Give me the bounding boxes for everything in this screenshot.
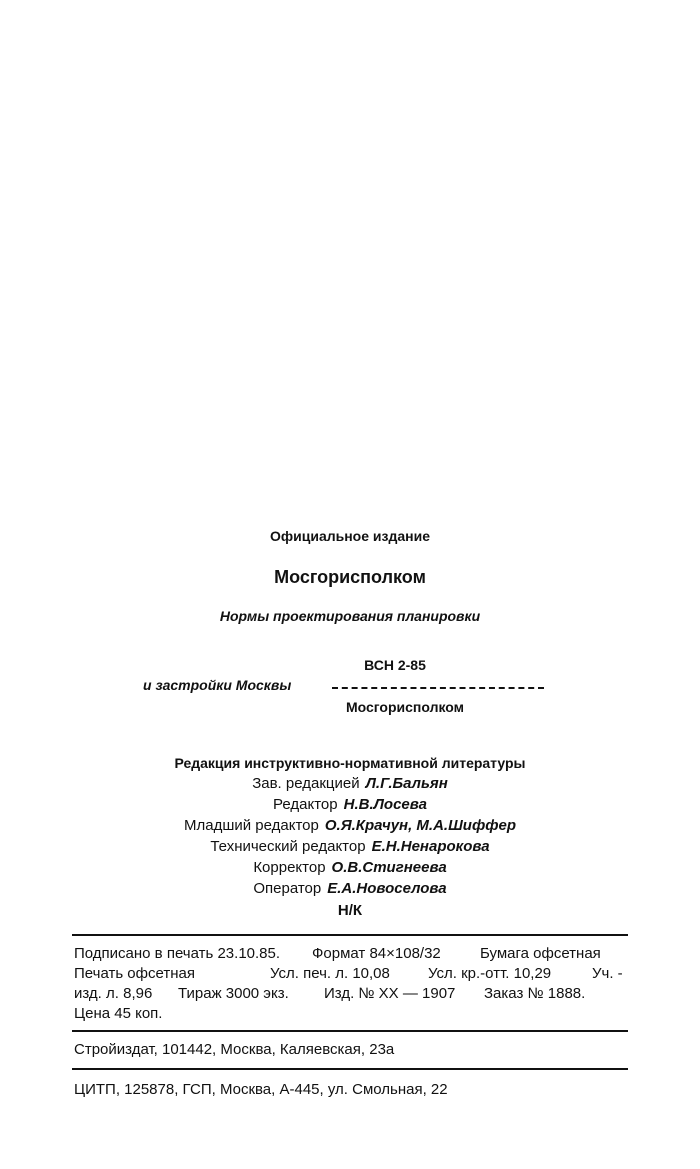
document-code: ВСН 2-85 <box>364 657 426 673</box>
edition-label: Официальное издание <box>269 528 430 544</box>
staff-role: Корректор <box>253 859 326 876</box>
imprint-print: Печать офсетная <box>74 965 195 982</box>
staff-row <box>0 880 700 897</box>
staff-name: О.В.Стигнеева <box>331 859 447 876</box>
rule-bottom <box>72 1068 628 1070</box>
imprint-price: Цена 45 коп. <box>74 1005 163 1022</box>
rule-top <box>72 934 628 936</box>
staff-name: Л.Г.Бальян <box>365 775 448 792</box>
staff-role: Младший редактор <box>183 817 319 834</box>
issuer-title: Мосгорисполком <box>274 567 426 587</box>
imprint-colour-sheets: Усл. кр.-отт. 10,29 <box>428 965 552 982</box>
staff-name: Е.А.Новоселова <box>327 880 447 897</box>
printer-address: ЦИТП, 125878, ГСП, Москва, А-445, ул. Смольная, 22 <box>74 1081 448 1098</box>
publisher-address: Стройиздат, 101442, Москва, Каляевская, 23а <box>74 1041 395 1058</box>
imprint-paper: Бумага офсетная <box>480 945 601 962</box>
staff-role: Оператор <box>253 880 322 897</box>
dashed-divider <box>332 687 544 689</box>
staff-role: Технический редактор <box>210 838 366 855</box>
rule-middle <box>72 1030 628 1032</box>
imprint-pub-sheets: изд. л. 8,96 <box>74 985 153 1002</box>
imprint-edition-no: Изд. № XX — 1907 <box>324 985 456 1002</box>
staff-name: О.Я.Крачун, М.А.Шиффер <box>324 817 516 834</box>
imprint-sheets: Усл. печ. л. 10,08 <box>270 965 390 982</box>
staff-row <box>0 796 700 813</box>
imprint-order: Заказ № 1888. <box>484 985 586 1002</box>
staff-heading: Редакция инструктивно-нормативной литературы <box>174 755 526 771</box>
imprint-line2 <box>74 964 630 984</box>
staff-row <box>0 859 700 876</box>
document-title-line2: и застройки Москвы <box>143 677 292 693</box>
staff-row <box>0 775 700 792</box>
staff-role: Редактор <box>273 796 338 813</box>
staff-role: Зав. редакцией <box>252 775 360 792</box>
imprint-line1 <box>74 944 630 964</box>
imprint-format: Формат 84×108/32 <box>312 945 441 962</box>
document-title-line1: Нормы проектирования планировки <box>219 608 481 624</box>
staff-row <box>0 838 700 855</box>
imprint-acc: Уч. - <box>592 965 623 982</box>
imprint-run: Тираж 3000 экз. <box>178 985 289 1002</box>
staff-name: Н.В.Лосева <box>343 796 427 813</box>
issuer-short: Мосгорисполком <box>345 699 465 715</box>
staff-row <box>0 817 700 834</box>
imprint-line3 <box>74 984 630 1004</box>
nk-mark: Н/К <box>337 902 363 919</box>
imprint-signed: Подписано в печать 23.10.85. <box>74 945 281 962</box>
staff-name: Е.Н.Ненарокова <box>371 838 490 855</box>
